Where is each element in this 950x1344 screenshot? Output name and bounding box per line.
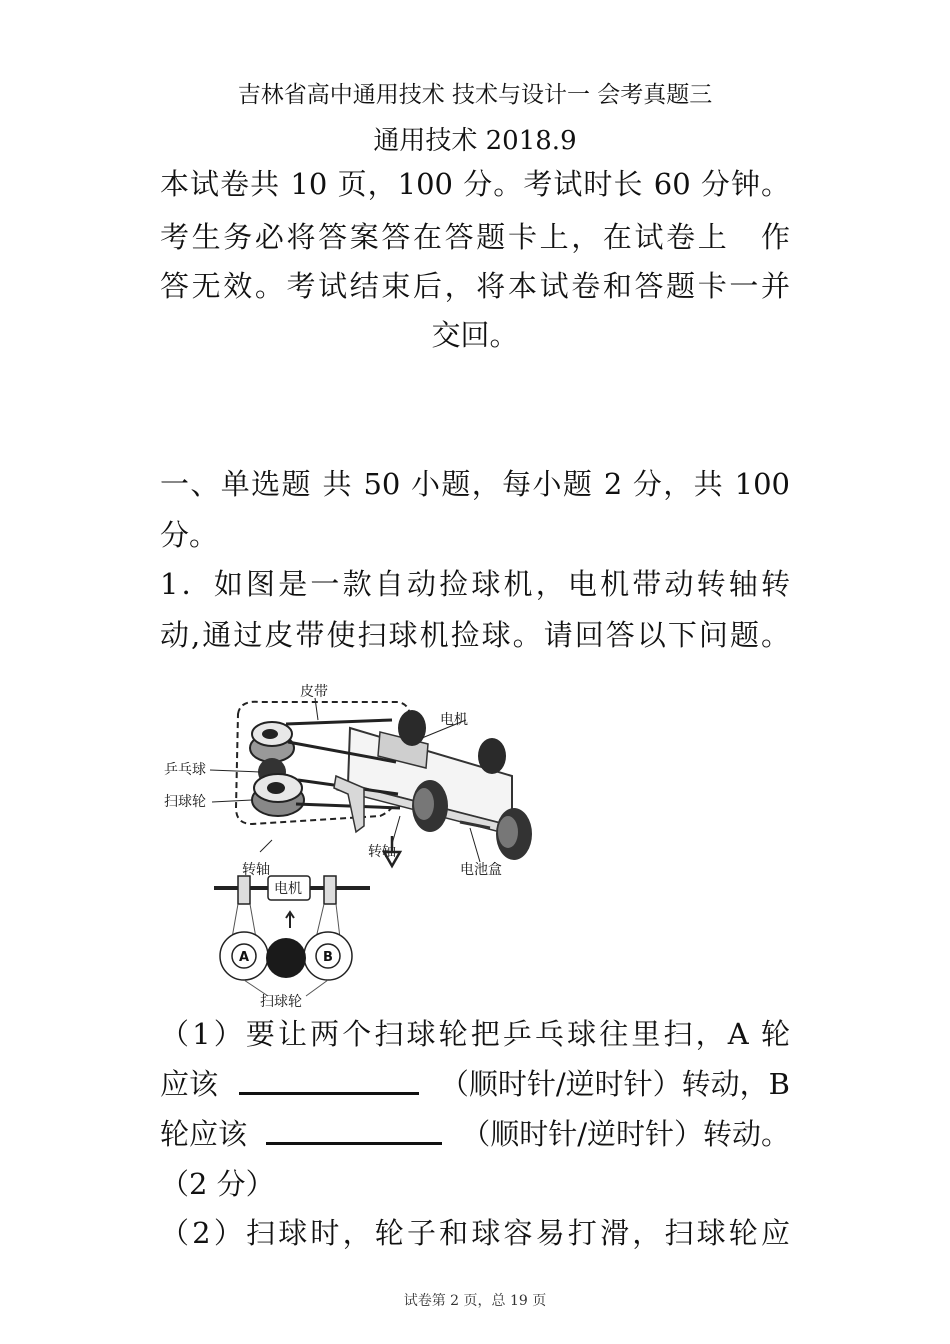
page-footer: 试卷第 2 页，总 19 页 [403,1293,547,1309]
label-motor-box: 电机 [274,881,302,897]
label-motor: 电机 [440,712,468,728]
sub-question-1-line-1: （1）要让两个扫球轮把乒乓球往里扫，A 轮 [160,1017,790,1051]
paper-title: 吉林省高中通用技术 技术与设计一 会考真题三 [237,82,713,108]
shaft-bearing-right [324,876,336,904]
question-1-line-1: 1．如图是一款自动捡球机，电机带动转轴转 [160,567,790,601]
sub-question-1-line-2 [160,1058,790,1111]
wheel-rear-right [478,738,506,774]
intro-line-3: 答无效。考试结束后，将本试卷和答题卡一并 [160,269,790,303]
text-segment: 轮应该 [160,1117,248,1151]
arrow-down-icon [384,836,400,866]
machine-illustration [210,698,532,862]
sub-question-1-line-3 [160,1108,790,1161]
intro-line-4: 交回。 [431,318,519,352]
section-heading-cont: 分。 [160,518,219,552]
sub-question-1-score: （2 分） [160,1167,275,1201]
shaft-bearing-left [238,876,250,904]
label-pingpong: 乒乓球 [164,762,206,778]
answer-blank-a[interactable] [239,1058,419,1095]
text-segment: （顺时针/逆时针）转动。 [461,1117,790,1151]
text-segment: （顺时针/逆时针）转动，B [439,1067,790,1101]
label-battery: 电池盒 [460,862,502,878]
wheel-rear-left [398,710,426,746]
answer-blank-b[interactable] [266,1108,442,1145]
label-sweep-wheel: 扫球轮 [164,794,206,810]
intro-line-2: 考生务必将答案答在答题卡上，在试卷上 作 [160,220,790,254]
paper-subtitle: 通用技术 2018.9 [373,126,577,156]
intro-line-1: 本试卷共 10 页，100 分。考试时长 60 分钟。 [160,167,790,201]
pingpong-ball-schematic [266,938,306,978]
section-heading: 一、单选题 共 50 小题，每小题 2 分，共 100 [160,467,790,501]
sub-question-2-line-1: （2）扫球时，轮子和球容易打滑，扫球轮应 [160,1216,790,1250]
label-wheel-b: B [323,950,333,965]
label-shaft-left: 转轴 [242,862,270,878]
text-segment: 应该 [160,1067,219,1101]
label-belt: 皮带 [300,684,328,700]
schematic-diagram [214,836,400,996]
belt [286,720,392,724]
label-wheel-a: A [239,950,250,965]
label-shaft-right: 转轴 [368,844,396,860]
arrow-up-icon [286,912,294,928]
ball-picker-figure [160,676,540,1016]
label-sweep-wheel-bottom: 扫球轮 [260,994,302,1010]
question-1-line-2: 动,通过皮带使扫球机捡球。请回答以下问题。 [160,618,790,652]
